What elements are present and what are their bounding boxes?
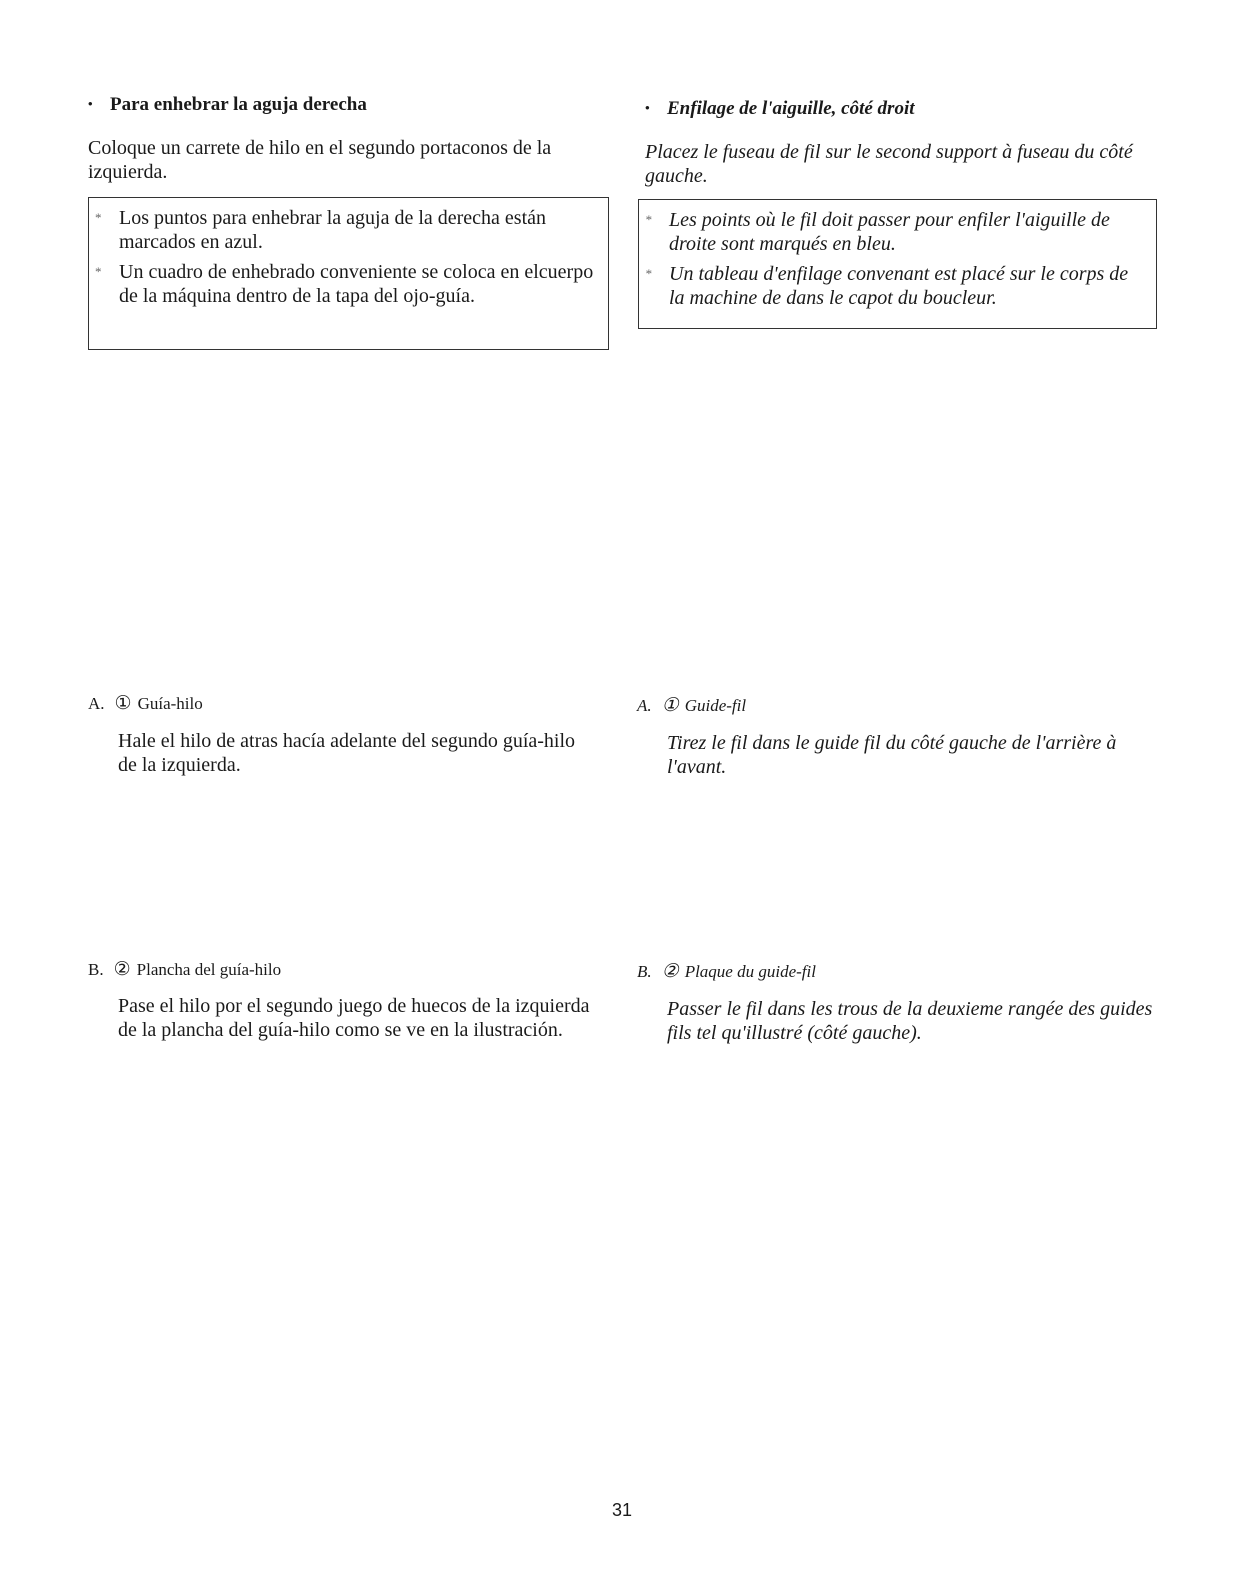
asterisk-icon: *	[95, 264, 102, 279]
bullet-icon: •	[645, 100, 650, 115]
step-label-text: Guía-hilo	[137, 694, 203, 713]
french-heading	[645, 96, 915, 121]
step-letter: B.	[637, 962, 652, 981]
circled-number-1-icon: ①	[661, 695, 679, 716]
spanish-step-a-text: Hale el hilo de atras hacía adelante del segundo guía-hilo de la izquierda.	[118, 730, 576, 776]
spanish-step-b-text: Pase el hilo por el segundo juego de huecos de la izquierda de la plancha del guía-hilo como se ve en la ilustración.	[118, 995, 590, 1041]
spanish-note-box	[88, 197, 609, 350]
spanish-note-1-text: Los puntos para enhebrar la aguja de la derecha están marcados en azul.	[119, 207, 547, 253]
step-label-text: Guide-fil	[684, 696, 747, 715]
french-step-b-label	[637, 961, 816, 983]
step-letter: A.	[637, 696, 652, 715]
spanish-heading-text: Para enhebrar la aguja derecha	[110, 94, 367, 115]
asterisk-icon: *	[645, 266, 652, 281]
spanish-step-b-label	[88, 959, 281, 981]
french-note-1	[639, 208, 1146, 256]
step-letter: B.	[88, 960, 104, 979]
bullet-icon: •	[88, 96, 93, 111]
circled-number-2-icon: ②	[113, 959, 131, 980]
french-note-2	[639, 262, 1146, 310]
french-step-a-text: Tirez le fil dans le guide fil du côté gauche de l'arrière à l'avant.	[667, 732, 1117, 778]
asterisk-icon: *	[95, 210, 102, 225]
spanish-note-2	[89, 260, 598, 308]
spanish-note-2-text: Un cuadro de enhebrado conveniente se coloca en elcuerpo de la máquina dentro de la tapa del ojo-guía.	[119, 261, 594, 307]
french-note-1-text: Les points où le fil doit passer pour enfiler l'aiguille de droite sont marqués en bleu.	[669, 209, 1110, 255]
spanish-step-a-label	[88, 693, 203, 715]
french-note-box	[638, 199, 1157, 329]
step-label-text: Plancha del guía-hilo	[136, 960, 282, 979]
step-label-text: Plaque du guide-fil	[684, 962, 816, 981]
spanish-heading	[88, 92, 367, 117]
circled-number-2-icon: ②	[661, 961, 679, 982]
asterisk-icon: *	[645, 212, 652, 227]
spanish-note-1	[89, 206, 598, 254]
french-intro: Placez le fuseau de fil sur le second support à fuseau du côté gauche.	[645, 141, 1133, 187]
circled-number-1-icon: ①	[114, 693, 132, 714]
french-step-b-text: Passer le fil dans les trous de la deuxieme rangée des guides fils tel qu'illustré (côté gauche).	[667, 998, 1153, 1044]
french-step-a-label	[637, 695, 746, 717]
step-letter: A.	[88, 694, 105, 713]
spanish-intro: Coloque un carrete de hilo en el segundo portaconos de la izquierda.	[88, 137, 552, 183]
french-note-2-text: Un tableau d'enfilage convenant est placé sur le corps de la machine de dans le capot du boucleur.	[669, 263, 1129, 309]
french-heading-text: Enfilage de l'aiguille, côté droit	[667, 98, 915, 119]
page-number: 31	[611, 1500, 633, 1520]
